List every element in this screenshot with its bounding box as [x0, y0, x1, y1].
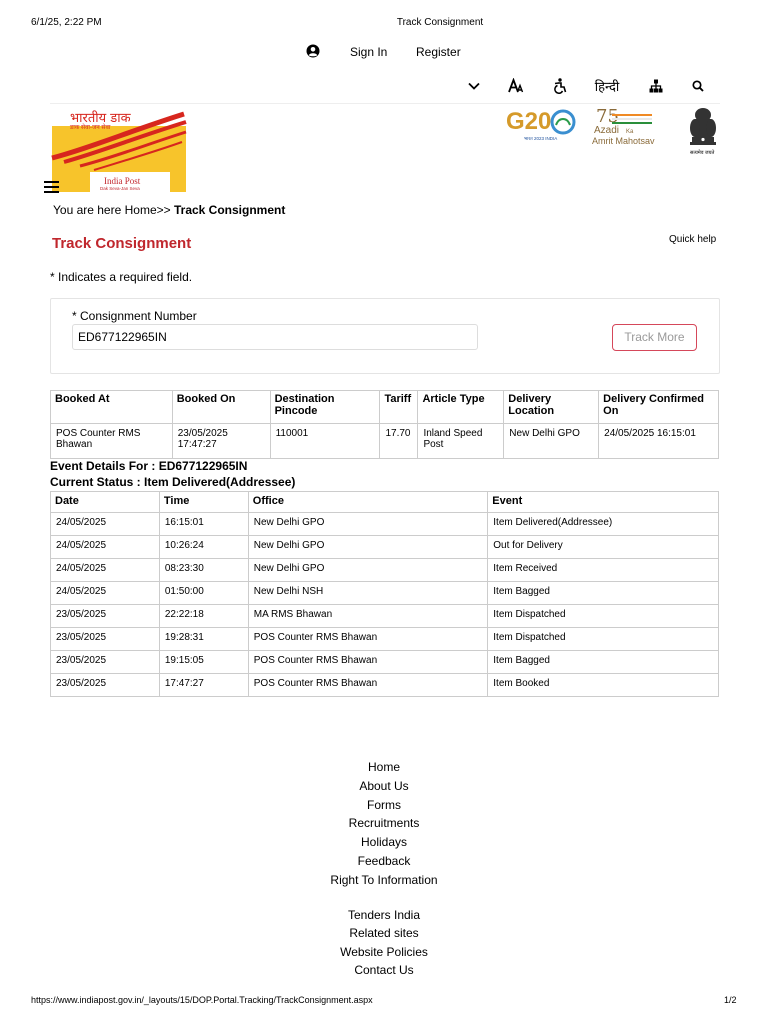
event-date: 23/05/2025: [51, 674, 160, 697]
header-booked-on: Booked On: [172, 391, 270, 424]
footer-link[interactable]: About Us: [359, 778, 409, 793]
event-row: [51, 605, 719, 628]
breadcrumb-prefix[interactable]: You are here Home>>: [53, 203, 174, 217]
sitemap-icon[interactable]: [648, 76, 664, 96]
header-date: Date: [51, 492, 160, 513]
hamburger-menu-icon[interactable]: [44, 181, 59, 193]
event-office: New Delhi GPO: [248, 559, 488, 582]
breadcrumb-current: Track Consignment: [173, 203, 286, 217]
delivery-location-value: New Delhi GPO: [504, 424, 599, 459]
print-page-title: Track Consignment: [396, 17, 484, 28]
emblem-caption: सत्यमेव जयते: [690, 150, 715, 156]
event-time: 10:26:24: [159, 536, 248, 559]
footer-link[interactable]: Recruitments: [348, 816, 420, 831]
header-destination-pincode: Destination Pincode: [270, 391, 380, 424]
event-time: 08:23:30: [159, 559, 248, 582]
event-date: 23/05/2025: [51, 605, 160, 628]
sign-in-link[interactable]: Sign In: [350, 45, 388, 59]
event-office: New Delhi GPO: [248, 513, 488, 536]
event-office: POS Counter RMS Bhawan: [248, 651, 488, 674]
event-date: 23/05/2025: [51, 628, 160, 651]
event-time: 19:28:31: [159, 628, 248, 651]
header-delivery-location: Delivery Location: [504, 391, 599, 424]
event-office: POS Counter RMS Bhawan: [248, 628, 488, 651]
event-description: Item Bagged: [488, 582, 719, 605]
event-description: Item Bagged: [488, 651, 719, 674]
summary-header-row: [51, 391, 719, 424]
header-delivery-confirmed-on: Delivery Confirmed On: [599, 391, 719, 424]
event-description: Item Dispatched: [488, 605, 719, 628]
track-more-button[interactable]: Track More: [612, 324, 697, 351]
delivery-confirmed-on-value: 24/05/2025 16:15:01: [599, 424, 719, 459]
current-status: Current Status : Item Delivered(Addressee): [50, 475, 296, 489]
event-description: Item Dispatched: [488, 628, 719, 651]
logo-english-tagline: Dak Seva-Jan Seva: [100, 186, 140, 191]
event-time: 17:47:27: [159, 674, 248, 697]
azadi-text: Azadi: [594, 125, 620, 136]
g20-subtitle: भारत 2023 INDIA: [524, 136, 558, 141]
national-emblem: [686, 106, 720, 156]
article-type-value: Inland Speed Post: [418, 424, 504, 459]
g20-logo: [506, 108, 578, 146]
event-time: 16:15:01: [159, 513, 248, 536]
event-time: 22:22:18: [159, 605, 248, 628]
footer-link[interactable]: Holidays: [360, 835, 408, 850]
user-circle-icon[interactable]: [306, 44, 320, 61]
required-field-note: * Indicates a required field.: [50, 270, 193, 284]
print-url: https://www.indiapost.gov.in/_layouts/15/DOP.Portal.Tracking/TrackConsignment.aspx: [31, 995, 373, 1005]
track-form: [50, 298, 720, 374]
print-datetime: 6/1/25, 2:22 PM: [31, 17, 102, 28]
accessibility-toolbar: [0, 76, 768, 96]
event-row: [51, 513, 719, 536]
event-time: 01:50:00: [159, 582, 248, 605]
footer-link[interactable]: Home: [367, 760, 400, 774]
page-title: Track Consignment: [52, 235, 192, 252]
logo-hindi-text: भारतीय डाक: [70, 111, 131, 126]
logo-hindi-tagline: डाक सेवा-जन सेवा: [70, 125, 111, 131]
event-details-heading: Event Details For : ED677122965IN: [50, 459, 248, 473]
event-date: 24/05/2025: [51, 536, 160, 559]
event-time: 19:15:05: [159, 651, 248, 674]
events-header-row: [51, 492, 719, 513]
azadi-ka-text: Ka: [626, 129, 634, 135]
event-description: Item Delivered(Addressee): [488, 513, 719, 536]
event-office: New Delhi NSH: [248, 582, 488, 605]
event-description: Item Received: [488, 559, 719, 582]
india-post-logo[interactable]: [50, 106, 190, 192]
footer-link[interactable]: Website Policies: [340, 944, 428, 959]
header-office: Office: [248, 492, 488, 513]
event-date: 24/05/2025: [51, 582, 160, 605]
top-nav: [0, 44, 768, 60]
event-row: [51, 559, 719, 582]
event-details-table: [50, 491, 719, 697]
consignment-number-label: * Consignment Number: [72, 309, 197, 323]
event-row: [51, 582, 719, 605]
accessibility-icon[interactable]: [552, 76, 568, 96]
footer-link[interactable]: Right To Information: [330, 872, 438, 887]
event-date: 23/05/2025: [51, 651, 160, 674]
azadi-ka-amrit-mahotsav-logo: [590, 108, 660, 148]
breadcrumb: [53, 203, 285, 217]
quick-help-link[interactable]: Quick help: [669, 234, 717, 245]
footer-link[interactable]: Feedback: [357, 853, 411, 868]
event-row: [51, 536, 719, 559]
event-office: POS Counter RMS Bhawan: [248, 674, 488, 697]
amrit-mahotsav-text: Amrit Mahotsav: [592, 136, 655, 146]
event-description: Item Booked: [488, 674, 719, 697]
tariff-value: 17.70: [380, 424, 418, 459]
font-size-icon[interactable]: [507, 76, 525, 96]
chevron-down-icon[interactable]: [467, 76, 481, 96]
consignment-summary-table: [50, 390, 719, 459]
event-date: 24/05/2025: [51, 513, 160, 536]
header-event: Event: [488, 492, 719, 513]
register-link[interactable]: Register: [416, 45, 461, 59]
event-row: [51, 651, 719, 674]
footer-link[interactable]: Contact Us: [354, 963, 414, 978]
g20-text: G20: [506, 108, 552, 135]
footer-link[interactable]: Forms: [367, 797, 401, 812]
booked-on-value: 23/05/2025 17:47:27: [172, 424, 270, 459]
event-description: Out for Delivery: [488, 536, 719, 559]
event-row: [51, 674, 719, 697]
event-office: New Delhi GPO: [248, 536, 488, 559]
event-office: MA RMS Bhawan: [248, 605, 488, 628]
header-tariff: Tariff: [380, 391, 418, 424]
summary-row: [51, 424, 719, 459]
event-row: [51, 628, 719, 651]
booked-at-value: POS Counter RMS Bhawan: [51, 424, 173, 459]
footer-links: [0, 758, 768, 980]
header-time: Time: [159, 492, 248, 513]
header-article-type: Article Type: [418, 391, 504, 424]
destination-pincode-value: 110001: [270, 424, 380, 459]
consignment-number-input[interactable]: ED677122965IN: [72, 324, 478, 350]
header-booked-at: Booked At: [51, 391, 173, 424]
azadi-75: 75: [596, 106, 619, 127]
logo-english-text: India Post: [104, 176, 141, 186]
hindi-language-link[interactable]: हिन्दी: [594, 79, 620, 94]
footer-link[interactable]: Related sites: [349, 926, 419, 941]
footer-link[interactable]: Tenders India: [347, 907, 421, 922]
event-date: 24/05/2025: [51, 559, 160, 582]
search-icon[interactable]: [691, 76, 705, 96]
header-divider: [50, 103, 720, 104]
print-page-number: 1/2: [724, 995, 737, 1005]
